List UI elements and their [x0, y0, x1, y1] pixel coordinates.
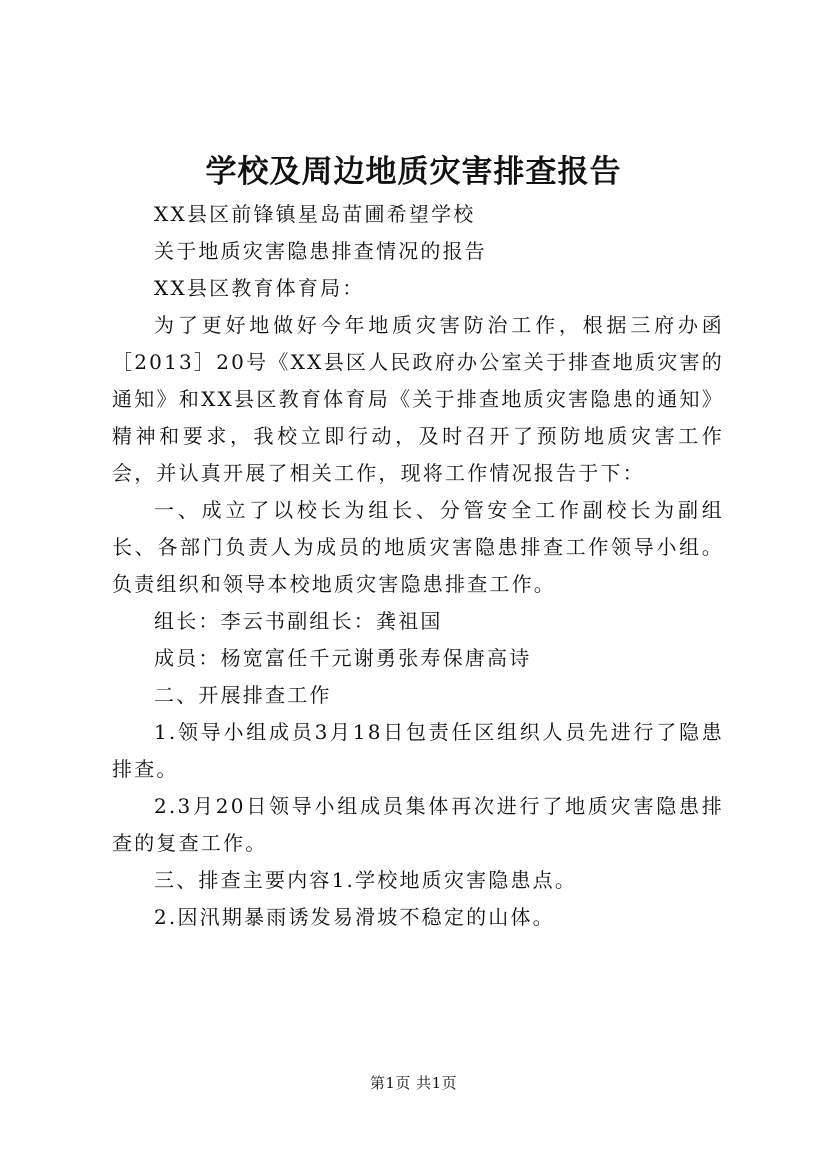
paragraph-report-subject: 关于地质灾害隐患排查情况的报告: [154, 239, 487, 263]
paragraph-leaders: 组长：李云书副组长：龚祖国: [154, 609, 443, 633]
paragraph-introduction: 为了更好地做好今年地质灾害防治工作，根据三府办函［2013］20号《XX县区人民政府办公室关于排查地质灾害的通知》和XX县区教育体育局《关于排查地质灾害隐患的通知》精神和要求，我校立即行动，及时召开了预防地质灾害工作会，并认真开展了相关工作，现将工作情况报告于下：: [112, 313, 724, 485]
page-footer: 第1页 共1页: [369, 1074, 458, 1092]
paragraph-recipient: XX县区教育体育局：: [154, 276, 365, 300]
paragraph-section-three: 三、排查主要内容1.学校地质灾害隐患点。: [154, 868, 578, 892]
paragraph-school-name: XX县区前锋镇星岛苗圃希望学校: [154, 202, 476, 226]
paragraph-members: 成员：杨宽富任千元谢勇张寿保唐高诗: [154, 646, 532, 670]
document-title: 学校及周边地质灾害排查报告: [205, 154, 622, 190]
paragraph-section-one: 一、成立了以校长为组长、分管安全工作副校长为副组长、各部门负责人为成员的地质灾害隐患排查工作领导小组。负责组织和领导本校地质灾害隐患排查工作。: [112, 498, 724, 596]
paragraph-section-two: 二、开展排查工作: [154, 683, 332, 707]
paragraph-item-one: 1.领导小组成员3月18日包责任区组织人员先进行了隐患排查。: [112, 720, 724, 781]
document-body: [112, 196, 724, 936]
paragraph-item-three: 2.因汛期暴雨诱发易滑坡不稳定的山体。: [154, 905, 555, 929]
paragraph-item-two: 2.3月20日领导小组成员集体再次进行了地质灾害隐患排查的复查工作。: [112, 794, 724, 855]
